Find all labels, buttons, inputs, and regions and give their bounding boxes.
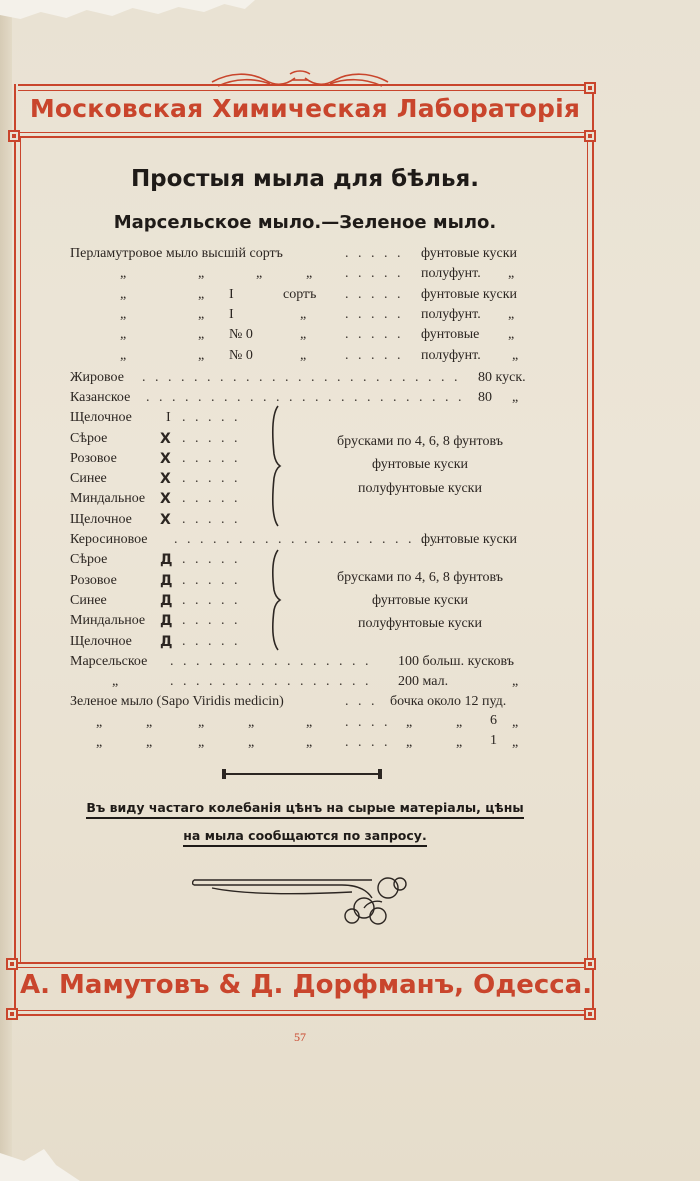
ditto-mark: „ xyxy=(120,348,127,363)
price-notice-text: Въ виду частаго колебанія цѣнъ на сырые матеріалы, цѣны xyxy=(86,800,523,819)
page-title: Простыя мыла для бѣлья. xyxy=(130,166,480,192)
leader-dots: . . . . . xyxy=(182,634,241,649)
brace-icon xyxy=(268,404,282,528)
leader-dots: . . . . . xyxy=(345,266,404,281)
grade-mark: Д xyxy=(160,593,173,609)
corner-ornament xyxy=(584,958,596,970)
leader-dots: . . . . . xyxy=(182,573,241,588)
leader-dots: . . . . . xyxy=(345,327,404,342)
ditto-mark: „ xyxy=(508,307,515,322)
ditto-mark: „ xyxy=(248,735,255,750)
leader-dots: . . . . . xyxy=(345,246,404,261)
grade-mark: I xyxy=(166,410,171,425)
grade-mark: № 0 xyxy=(229,348,253,363)
ditto-mark: „ xyxy=(96,735,103,750)
list-item-label: Казанское xyxy=(70,390,131,405)
list-item-label: Жировое xyxy=(70,370,124,385)
grade-mark: № 0 xyxy=(229,327,253,342)
list-item-label: Миндальное xyxy=(70,491,146,506)
corner-ornament xyxy=(584,1008,596,1020)
ditto-mark: „ xyxy=(198,287,205,302)
grade-mark: Х xyxy=(160,491,171,507)
list-item-label: Сѣрое xyxy=(70,552,108,567)
ditto-mark: „ xyxy=(512,674,519,689)
leader-dots: . . . . . xyxy=(182,491,241,506)
grade-mark: Х xyxy=(160,512,171,528)
list-item-value: фунтовые куски xyxy=(421,246,517,261)
grade-mark: Д xyxy=(160,573,173,589)
leader-dots: . . . . . xyxy=(182,431,241,446)
ditto-mark: „ xyxy=(198,715,205,730)
separator-rule xyxy=(220,768,384,780)
group-desc-line: брусками по 4, 6, 8 фунтовъ xyxy=(337,570,503,585)
list-item-label: Перламутровое мыло высшій сортъ xyxy=(70,246,283,261)
leader-dots: . . . . . xyxy=(182,613,241,628)
floral-ornament xyxy=(192,872,414,928)
list-item-value: фунтовые xyxy=(421,327,480,342)
leader-dots: . . . xyxy=(345,694,378,709)
leader-dots: . . . . xyxy=(345,715,391,730)
page-subtitle: Марсельское мыло.—Зеленое мыло. xyxy=(113,212,497,233)
list-item-label: Розовое xyxy=(70,451,117,466)
list-item-label: Щелочное xyxy=(70,512,132,527)
grade-mark: Х xyxy=(160,451,171,467)
ditto-mark: „ xyxy=(256,266,263,281)
ditto-mark: „ xyxy=(512,715,519,730)
ditto-mark: „ xyxy=(306,735,313,750)
book-spine-shadow xyxy=(0,0,12,1181)
list-item-label: Розовое xyxy=(70,573,117,588)
corner-ornament xyxy=(584,82,596,94)
leader-dots: . . . . . xyxy=(182,512,241,527)
grade-mark: Х xyxy=(160,431,171,447)
list-item-value: фунтовые куски xyxy=(421,287,517,302)
leader-dots: . . . . xyxy=(345,735,391,750)
list-item-value: 200 мал. xyxy=(398,674,449,689)
ditto-mark: „ xyxy=(120,266,127,281)
list-item-label: Зеленое мыло (Sapo Viridis medicin) xyxy=(70,694,284,709)
grade-mark: Д xyxy=(160,552,173,568)
leader-dots: . . . . . . . . . . . . . . . . xyxy=(170,654,372,669)
leader-dots: . . . . . . . . . . . . . . . . . . . . . . . . . xyxy=(142,370,461,385)
page-number: 57 xyxy=(294,1030,306,1044)
list-item-label: Миндальное xyxy=(70,613,146,628)
grade-mark: I xyxy=(229,287,234,302)
price-notice-line-2 xyxy=(40,828,570,843)
list-item-label: Щелочное xyxy=(70,634,132,649)
ditto-mark: „ xyxy=(198,735,205,750)
list-item-label: Сѣрое xyxy=(70,431,108,446)
list-item-value: полуфунт. xyxy=(421,266,481,281)
ditto-mark: „ xyxy=(508,327,515,342)
ditto-mark: „ xyxy=(306,715,313,730)
top-scroll-ornament xyxy=(210,68,390,90)
leader-dots: . . . . . xyxy=(345,348,404,363)
price-notice-text: на мыла сообщаются по запросу. xyxy=(183,828,426,847)
ditto-mark: „ xyxy=(512,390,519,405)
ditto-mark: „ xyxy=(300,327,307,342)
corner-ornament xyxy=(6,958,18,970)
list-item-value: 80 xyxy=(478,390,492,405)
ditto-mark: „ xyxy=(406,735,413,750)
ditto-mark: „ xyxy=(456,715,463,730)
ditto-mark: „ xyxy=(456,735,463,750)
ditto-mark: „ xyxy=(112,674,119,689)
corner-ornament xyxy=(584,130,596,142)
list-item-value: фунтовые куски xyxy=(421,532,517,547)
list-item-value: 100 больш. кусковъ xyxy=(398,654,514,669)
ditto-mark: „ xyxy=(300,348,307,363)
ditto-mark: „ xyxy=(198,327,205,342)
ditto-mark: „ xyxy=(198,348,205,363)
footer-title: А. Мамутовъ & Д. Дорфманъ, Одесса. xyxy=(20,970,593,1000)
list-item-value: бочка около 12 пуд. xyxy=(390,694,507,709)
group-desc-line: полуфунтовые куски xyxy=(358,481,482,496)
grade-mark: Х xyxy=(160,471,171,487)
list-item-label: Керосиновое xyxy=(70,532,148,547)
list-item-value: 6 xyxy=(490,713,497,728)
ditto-mark: „ xyxy=(512,348,519,363)
corner-ornament xyxy=(8,130,20,142)
ditto-mark: „ xyxy=(508,266,515,281)
ditto-mark: „ xyxy=(120,327,127,342)
leader-dots: . . . . . xyxy=(182,451,241,466)
price-notice-line-1 xyxy=(40,800,570,815)
leader-dots: . . . . . . . . . . . . . . . . xyxy=(170,674,372,689)
leader-dots: . . . . . xyxy=(345,307,404,322)
list-item-label: Щелочное xyxy=(70,410,132,425)
list-item-label: Синее xyxy=(70,471,107,486)
ditto-mark: „ xyxy=(146,715,153,730)
leader-dots: . . . . . xyxy=(345,287,404,302)
ditto-mark: „ xyxy=(120,287,127,302)
leader-dots: . . . . . xyxy=(182,410,241,425)
leader-dots: . . . . . xyxy=(182,593,241,608)
ditto-mark: „ xyxy=(198,266,205,281)
grade-mark: Д xyxy=(160,613,173,629)
list-item-label: Марсельское xyxy=(70,654,148,669)
list-item-value: полуфунт. xyxy=(421,307,481,322)
ditto-mark: „ xyxy=(306,266,313,281)
ditto-mark: „ xyxy=(146,735,153,750)
corner-ornament xyxy=(6,1008,18,1020)
list-item-label: Синее xyxy=(70,593,107,608)
brace-icon xyxy=(268,548,282,652)
ditto-mark: „ xyxy=(120,307,127,322)
leader-dots: . . . . . . . . . . . . . . . . . . . . . . . . . xyxy=(146,390,465,405)
grade-word: сортъ xyxy=(283,287,317,302)
list-item-value: 80 куск. xyxy=(478,370,526,385)
ditto-mark: „ xyxy=(96,715,103,730)
ditto-mark: „ xyxy=(248,715,255,730)
ditto-mark: „ xyxy=(406,715,413,730)
group-desc-line: брусками по 4, 6, 8 фунтовъ xyxy=(337,434,503,449)
leader-dots: . . . . . xyxy=(182,552,241,567)
grade-mark: Д xyxy=(160,634,173,650)
ditto-mark: „ xyxy=(198,307,205,322)
grade-mark: I xyxy=(229,307,234,322)
group-desc-line: фунтовые куски xyxy=(372,457,468,472)
group-desc-line: полуфунтовые куски xyxy=(358,616,482,631)
ditto-mark: „ xyxy=(512,735,519,750)
ditto-mark: „ xyxy=(300,307,307,322)
leader-dots: . . . . . . . . . . . . . . . . . . . . . xyxy=(174,532,441,547)
list-item-value: полуфунт. xyxy=(421,348,481,363)
header-title: Московская Химическая Лабораторія xyxy=(29,94,581,123)
list-item-value: 1 xyxy=(490,733,497,748)
leader-dots: . . . . . xyxy=(182,471,241,486)
group-desc-line: фунтовые куски xyxy=(372,593,468,608)
